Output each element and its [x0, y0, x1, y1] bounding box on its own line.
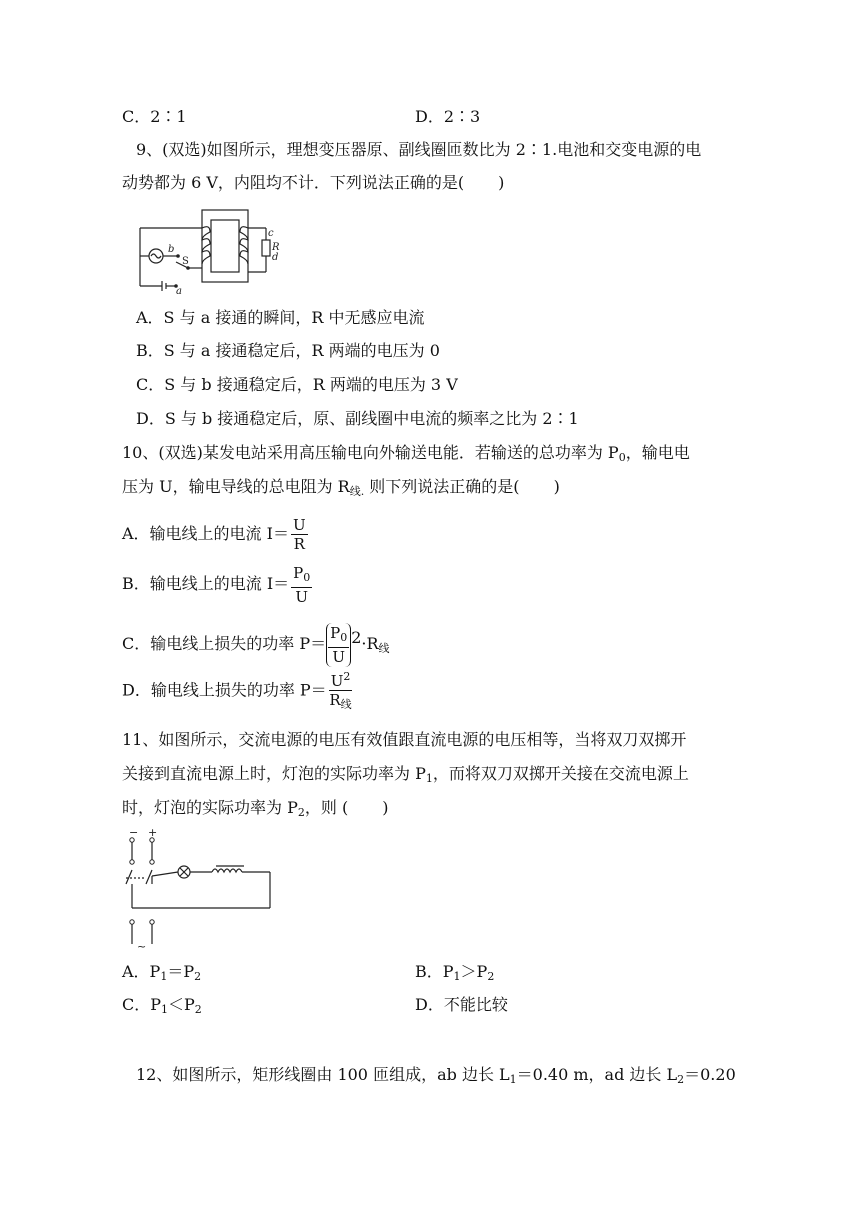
q11-fig-minus-label: −: [129, 828, 139, 839]
q9-fig-label-s: S: [182, 256, 189, 267]
q9-fig-label-a: a: [176, 286, 182, 296]
q9-option-d: D．S 与 b 接通稳定后，原、副线圈中电流的频率之比为 2∶1: [136, 409, 579, 428]
q9-option-c: C．S 与 b 接通稳定后，R 两端的电压为 3 V: [136, 375, 458, 394]
q11-fig-ac-label: ~: [137, 940, 147, 952]
q8-option-c: C．2∶1: [122, 107, 187, 126]
q11-dpdt-switch-circuit-figure: [120, 828, 280, 952]
q11-stem-line3: 时，灯泡的实际功率为 $P_2$，则 ( ): [122, 798, 389, 819]
q10-option-d: D．输电线上损失的功率 P＝ $\frac{U^2}{R_线}$: [122, 670, 352, 711]
q9-fig-label-b: b: [168, 244, 175, 255]
q9-fig-label-r: R: [272, 242, 280, 253]
q11-stem-line1: 11、如图所示，交流电源的电压有效值跟直流电源的电压相等，当将双刀双掷开: [122, 730, 687, 749]
q11-option-b: B．$P_1>P_2$: [415, 962, 495, 983]
q9-transformer-circuit-figure: [136, 206, 286, 296]
q11-option-c: C．$P_1<P_2$: [122, 995, 202, 1016]
q9-option-a: A．S 与 a 接通的瞬间，R 中无感应电流: [136, 308, 425, 327]
q9-fig-label-c: c: [268, 228, 274, 239]
q10-option-b: B．输电线上的电流 I＝ $\frac{P_0}{U}$: [122, 563, 311, 606]
q10-option-a: A．输电线上的电流 I＝ $\frac{U}{R}$: [122, 516, 306, 553]
q11-option-d: D．不能比较: [415, 995, 508, 1014]
q12-stem-line1: 12、如图所示，矩形线圈由 100 匝组成，ab 边长 $L_1=0.40$ m，ad 边长 $L_2=0.20$: [136, 1065, 736, 1086]
q8-option-d: D．2∶3: [415, 107, 481, 126]
q9-stem-line2: 动势都为 6 V，内阻均不计．下列说法正确的是( ): [122, 173, 505, 192]
q10-option-c: C．输电线上损失的功率 P＝ $\frac{P_0}{U}$ $2\cdot R_线$: [122, 624, 390, 666]
q10-stem-line1: 10、(双选)某发电站采用高压输电向外输送电能．若输送的总功率为 $P_0$，输电电: [122, 443, 690, 464]
q10-stem-line2: 压为 U，输电导线的总电阻为 $R_{线.}$ 则下列说法正确的是( ): [122, 477, 560, 498]
q11-stem-line2: 关接到直流电源上时，灯泡的实际功率为 $P_1$，而将双刀双掷开关接在交流电源上: [122, 764, 689, 785]
q9-stem-line1: 9、(双选)如图所示，理想变压器原、副线圈匝数比为 2∶1.电池和交变电源的电: [136, 140, 702, 159]
q11-fig-plus-label: +: [148, 828, 158, 839]
q9-fig-label-d: d: [272, 252, 279, 263]
q9-option-b: B．S 与 a 接通稳定后，R 两端的电压为 0: [136, 341, 440, 360]
q11-option-a: A．$P_1=P_2$: [122, 962, 202, 983]
